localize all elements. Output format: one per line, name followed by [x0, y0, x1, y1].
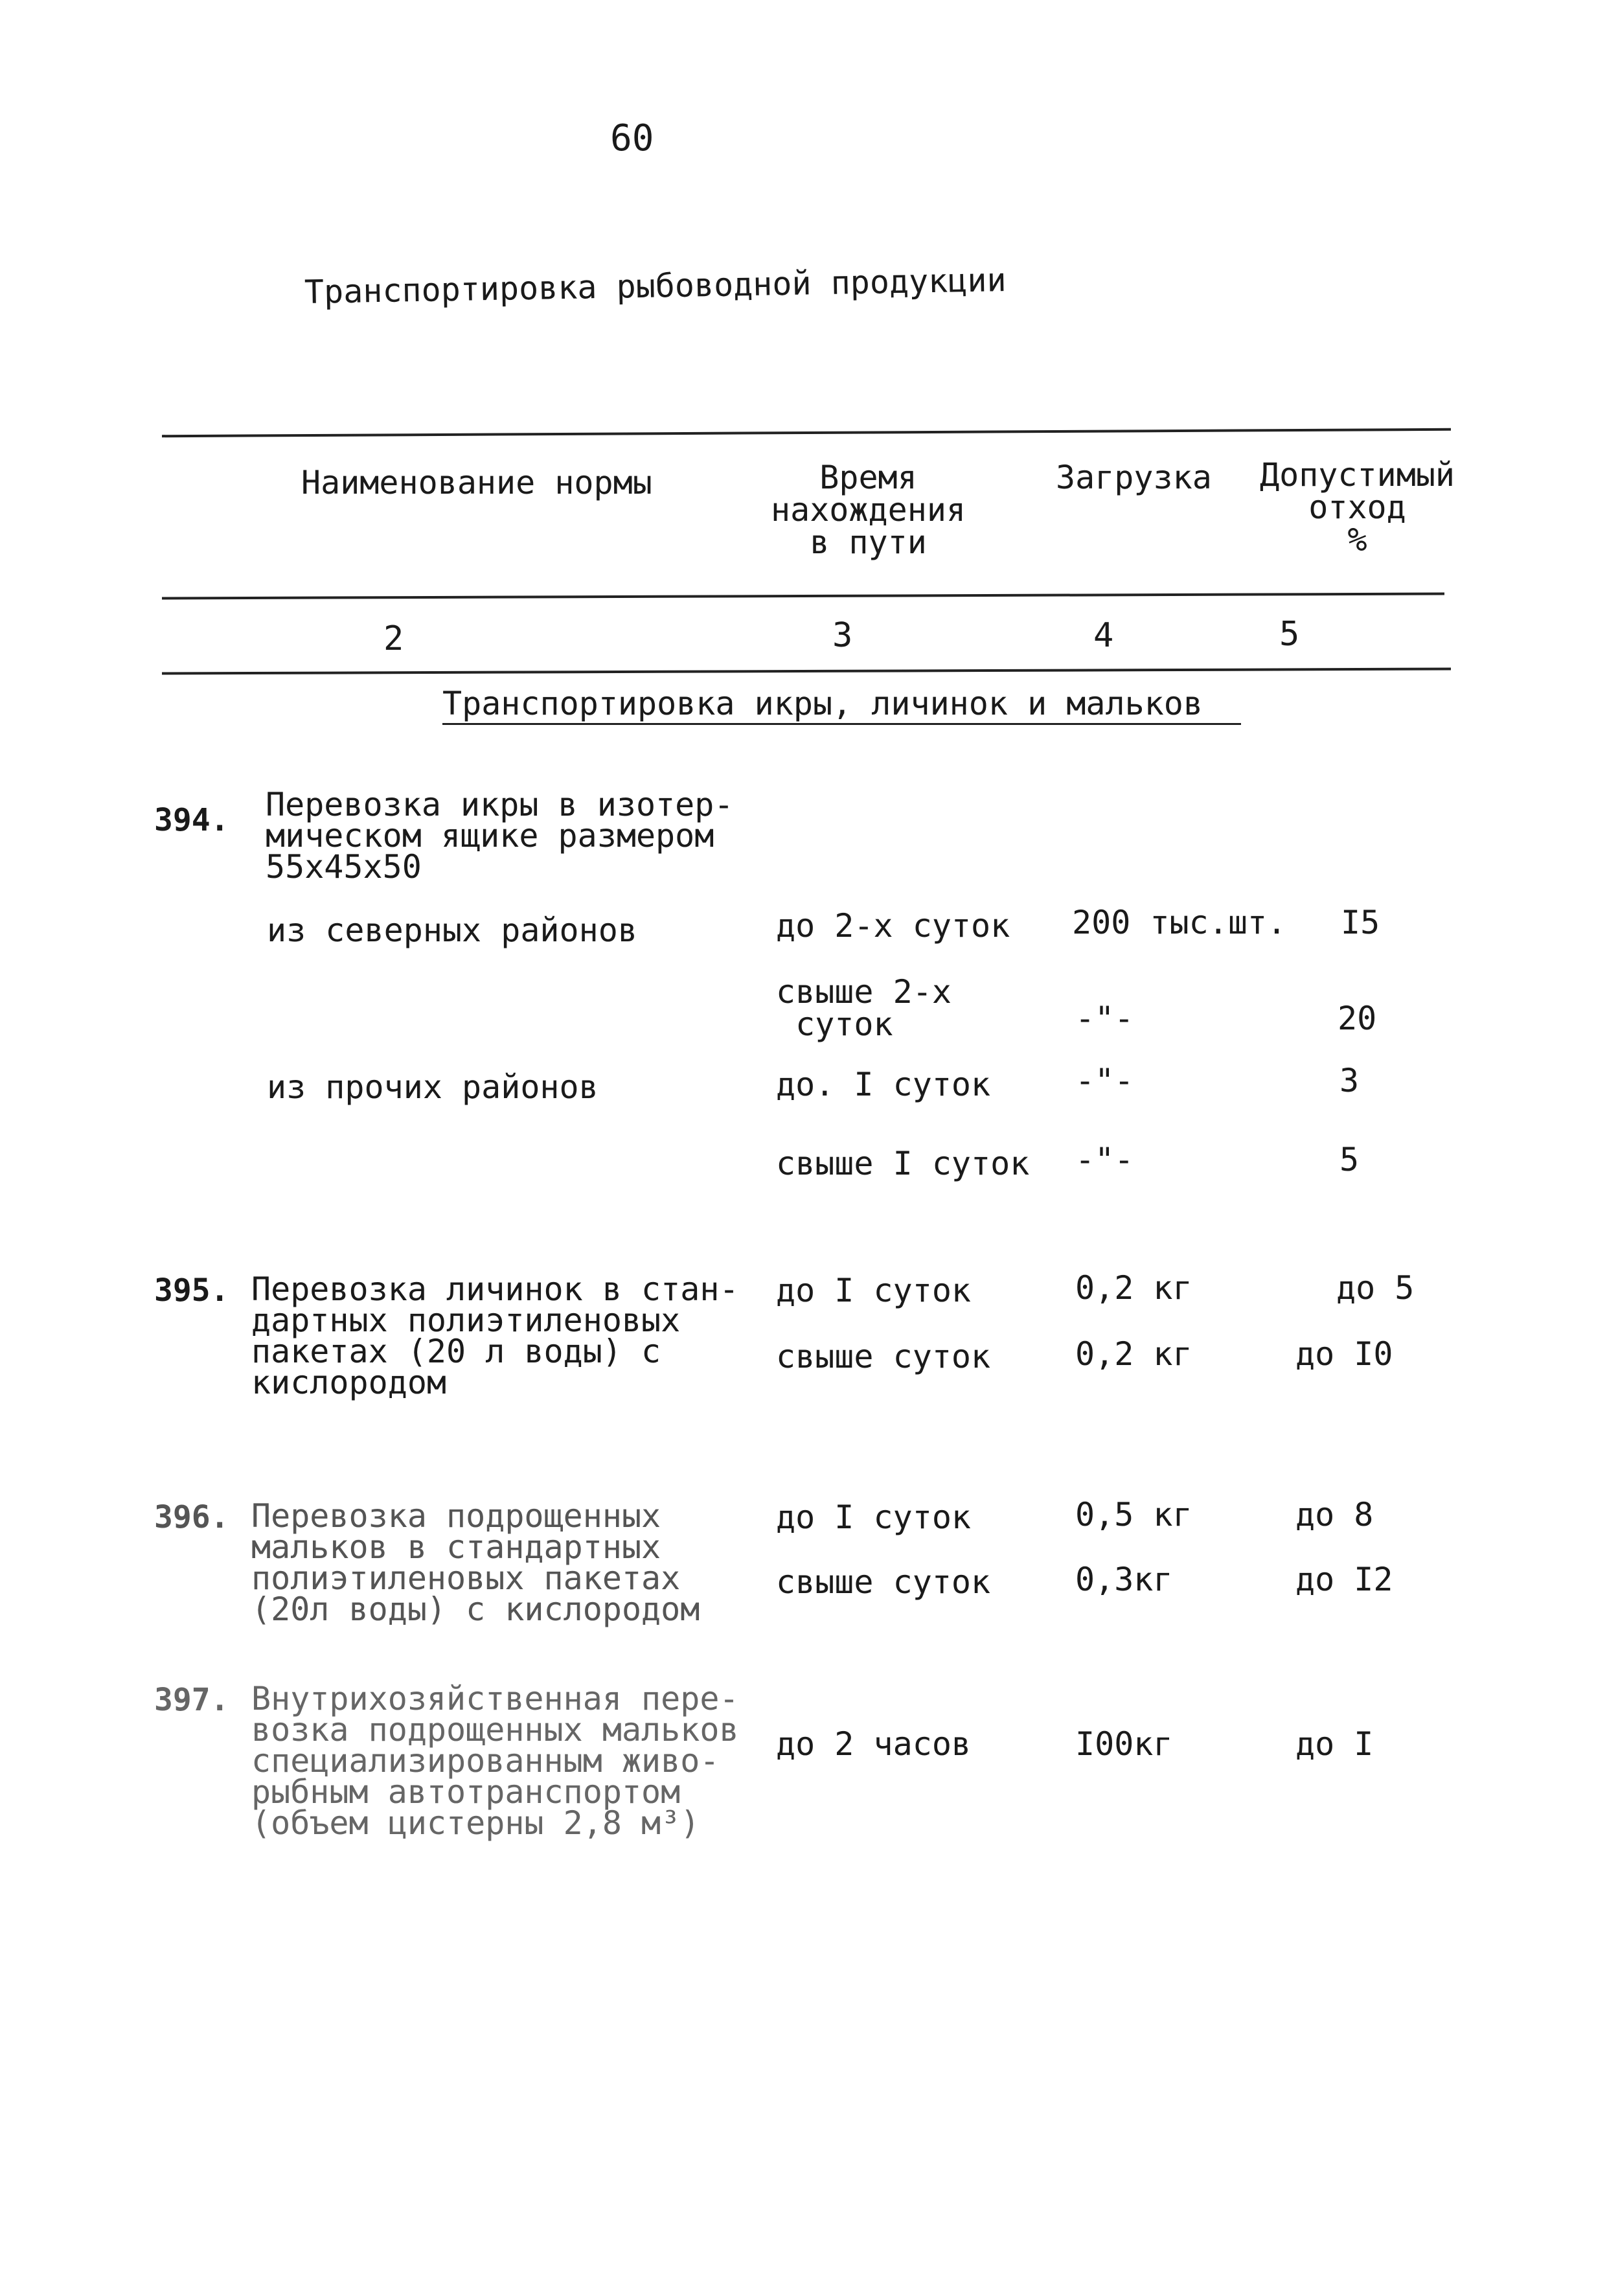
row-load: -"- [1075, 1062, 1134, 1099]
row-waste: до 5 [1336, 1269, 1415, 1307]
row-waste: 3 [1339, 1062, 1360, 1099]
item-number: 394. [154, 802, 229, 838]
row-waste: 5 [1339, 1141, 1360, 1178]
row-time: до. I суток [776, 1066, 991, 1103]
item-name: Внутрихозяйственная пере- возка подрощенных мальков специализированным живо- рыбным автотранспортом (объем цистерны 2,8 м³) [251, 1680, 739, 1842]
row-load: 0,5 кг [1075, 1496, 1192, 1533]
item-number: 396. [154, 1499, 229, 1535]
row-time: свыше суток [776, 1338, 991, 1375]
row-time: до I суток [776, 1272, 972, 1309]
row-time: до 2-х суток [776, 907, 1010, 945]
row-load: -"- [1075, 1000, 1134, 1037]
row-time: свыше I суток [776, 1145, 1030, 1182]
row-waste: 20 [1338, 1000, 1377, 1037]
column-header-name: Наименование нормы [301, 464, 652, 501]
row-time: свыше 2-х суток [776, 973, 952, 1043]
item-number: 397. [154, 1682, 229, 1718]
table-header-rule [162, 593, 1444, 600]
row-time: до 2 часов [776, 1725, 972, 1763]
row-load: 200 тыс.шт. [1072, 904, 1287, 941]
page-number: 60 [610, 117, 654, 159]
column-header-load: Загрузка [1056, 459, 1212, 496]
document-title: Транспортировка рыбоводной продукции [304, 261, 1007, 311]
item-name: Перевозка подрощенных мальков в стандартных полиэтиленовых пакетах (20л воды) с кислородом [251, 1497, 700, 1628]
row-load: 0,2 кг [1075, 1335, 1192, 1373]
section-title-underline [442, 723, 1241, 725]
column-number-5: 5 [1279, 615, 1300, 654]
table-top-rule [162, 428, 1451, 437]
table-numbers-rule [162, 668, 1451, 675]
column-number-3: 3 [832, 616, 853, 655]
row-waste: до 8 [1295, 1496, 1374, 1533]
row-load: 0,2 кг [1075, 1269, 1192, 1307]
row-waste: до I [1295, 1725, 1374, 1763]
column-number-2: 2 [383, 619, 404, 658]
row-waste: I5 [1341, 904, 1380, 941]
column-header-waste: Допустимый отход % [1260, 456, 1455, 558]
row-load: 0,3кг [1075, 1561, 1173, 1598]
row-label: из северных районов [267, 912, 637, 949]
row-waste: до I0 [1295, 1335, 1393, 1373]
section-title: Транспортировка икры, личинок и мальков [442, 685, 1203, 722]
item-number: 395. [154, 1272, 229, 1309]
row-time: свыше суток [776, 1563, 991, 1601]
item-name: Перевозка икры в изотер- мическом ящике размером 55x45x50 [266, 786, 734, 886]
column-header-time: Время нахождения в пути [771, 459, 966, 561]
row-waste: до I2 [1295, 1561, 1393, 1598]
item-name: Перевозка личинок в стан- дартных полиэтиленовых пакетах (20 л воды) с кислородом [251, 1270, 739, 1401]
row-time: до I суток [776, 1498, 972, 1536]
row-load: I00кг [1075, 1725, 1173, 1763]
column-number-4: 4 [1093, 616, 1114, 655]
row-load: -"- [1075, 1141, 1134, 1178]
row-label: из прочих районов [267, 1068, 598, 1106]
